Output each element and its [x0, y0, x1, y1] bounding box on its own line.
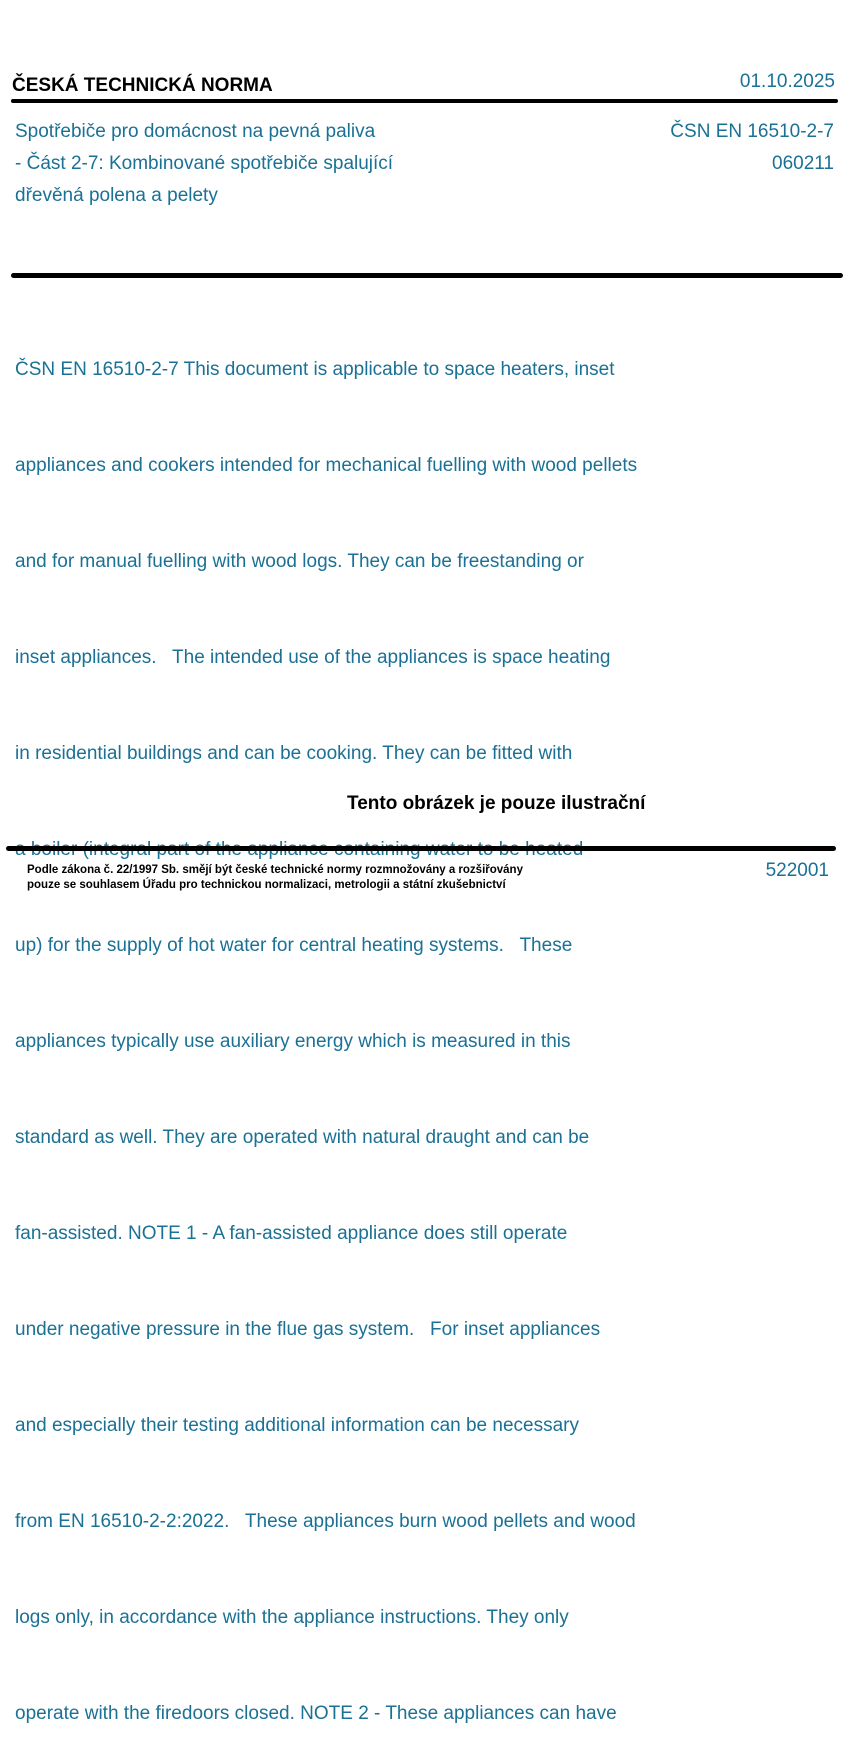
title-line: - Část 2-7: Kombinované spotřebiče spalující: [15, 153, 394, 174]
classification-code: 060211: [772, 153, 834, 174]
abstract-line: under negative pressure in the flue gas system. For inset appliances: [15, 1319, 601, 1340]
legal-notice: [27, 863, 523, 893]
abstract-line: and for manual fuelling with wood logs. They can be freestanding or: [15, 551, 584, 572]
abstract-line: standard as well. They are operated with natural draught and can be: [15, 1127, 590, 1148]
abstract-line: ČSN EN 16510-2-7 This document is applicable to space heaters, inset: [15, 359, 615, 380]
illustration-note: Tento obrázek je pouze ilustrační: [347, 793, 646, 814]
norma-title: ČESKÁ TECHNICKÁ NORMA: [12, 75, 273, 96]
abstract-line: appliances typically use auxiliary energy which is measured in this: [15, 1031, 571, 1052]
abstract-line: in residential buildings and can be cooking. They can be fitted with: [15, 743, 573, 764]
footer-code: 522001: [765, 860, 829, 881]
header-divider: [11, 99, 838, 103]
abstract-line: appliances and cookers intended for mechanical fuelling with wood pellets: [15, 455, 638, 476]
abstract-line: logs only, in accordance with the appliance instructions. They only: [15, 1607, 569, 1628]
abstract-line: operate with the firedoors closed. NOTE 2 - These appliances can have: [15, 1703, 617, 1724]
legal-line: pouze se souhlasem Úřadu pro technickou normalizaci, metrologii a státní zkušebnictví: [27, 879, 506, 891]
issue-date: 01.10.2025: [739, 71, 835, 92]
standard-title: [15, 116, 393, 212]
legal-line: Podle zákona č. 22/1997 Sb. smějí být české technické normy rozmnožovány a rozšiřovány: [27, 864, 523, 876]
abstract-line: up) for the supply of hot water for central heating systems. These: [15, 935, 573, 956]
abstract-text: [15, 290, 637, 1762]
abstract-line: and especially their testing additional information can be necessary: [15, 1415, 579, 1436]
abstract-line: fan-assisted. NOTE 1 - A fan-assisted appliance does still operate: [15, 1223, 568, 1244]
abstract-line: inset appliances. The intended use of the appliances is space heating: [15, 647, 611, 668]
standard-number: ČSN EN 16510-2-7: [670, 121, 834, 142]
title-line: dřevěná polena a pelety: [15, 185, 218, 206]
title-line: Spotřebiče pro domácnost na pevná paliva: [15, 121, 376, 142]
footer-divider: [6, 846, 836, 851]
abstract-line: from EN 16510-2-2:2022. These appliances burn wood pellets and wood: [15, 1511, 636, 1532]
title-divider: [11, 273, 843, 278]
standard-identifiers: [670, 116, 834, 180]
